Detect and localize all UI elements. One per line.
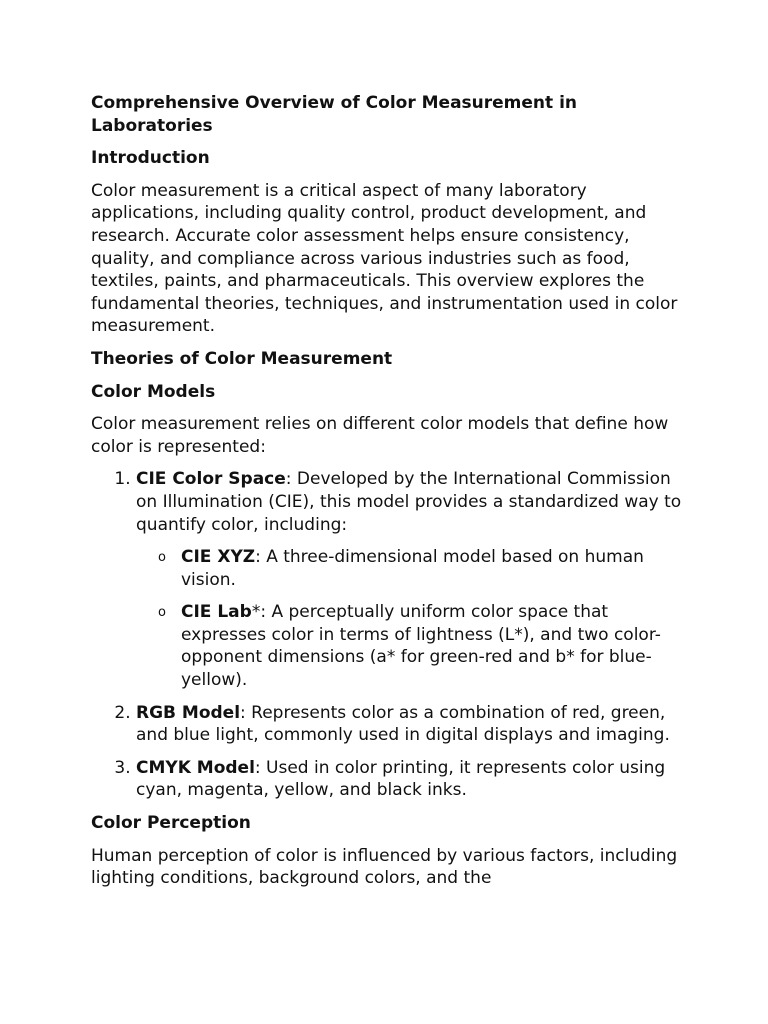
list-item-term: CIE Color Space	[136, 469, 286, 490]
sublist-item-cie-lab	[158, 601, 691, 691]
color-models-list	[91, 468, 691, 802]
circle-bullet-icon: o	[158, 605, 166, 621]
list-item-rgb-model	[136, 702, 691, 747]
sublist-item-term: CIE Lab	[181, 602, 252, 623]
sublist-item-term: CIE XYZ	[181, 547, 256, 568]
sublist-item-text: : A three-dimensional model based on human vision.	[181, 547, 644, 590]
list-item-text: : Developed by the International Commission on Illumination (CIE), this model provides a standardized way to quantify color, including:	[136, 469, 682, 535]
list-item-term: CMYK Model	[136, 757, 255, 778]
document-title: Comprehensive Overview of Color Measurement in Laboratories	[91, 93, 578, 136]
sublist-item-text: *: A perceptually uniform color space that expresses color in terms of lightness (L*), and two color-opponent dimensions (a* for green-red and b* for blue-yellow).	[181, 602, 661, 691]
color-perception-heading: Color Perception	[91, 813, 251, 834]
introduction-paragraph: Color measurement is a critical aspect of many laboratory applications, including quality control, product development, and research. Accurate color assessment helps ensure consistency, quality, and compliance across various industries such as food, textiles, paints, and pharmaceuticals. This overview explores the fundamental theories, techniques, and instrumentation used in color measurement.	[91, 180, 678, 337]
theories-heading: Theories of Color Measurement	[91, 348, 393, 369]
cie-sublist	[136, 546, 691, 692]
color-perception-paragraph: Human perception of color is influenced by various factors, including lighting conditions, background colors, and the	[91, 845, 678, 889]
list-item-text: : Represents color as a combination of red, green, and blue light, commonly used in digital displays and imaging.	[136, 702, 670, 746]
document-page	[91, 92, 691, 900]
circle-bullet-icon: o	[158, 550, 166, 566]
list-item-cmyk-model	[136, 757, 691, 802]
color-models-intro: Color measurement relies on different color models that define how color is represented:	[91, 414, 669, 457]
list-item-term: RGB Model	[136, 702, 241, 723]
list-item-cie-color-space	[136, 468, 691, 691]
introduction-heading: Introduction	[91, 148, 210, 169]
list-item-text: : Used in color printing, it represents color using cyan, magenta, yellow, and black inks.	[136, 757, 666, 801]
color-models-heading: Color Models	[91, 381, 216, 402]
sublist-item-cie-xyz	[158, 546, 691, 591]
